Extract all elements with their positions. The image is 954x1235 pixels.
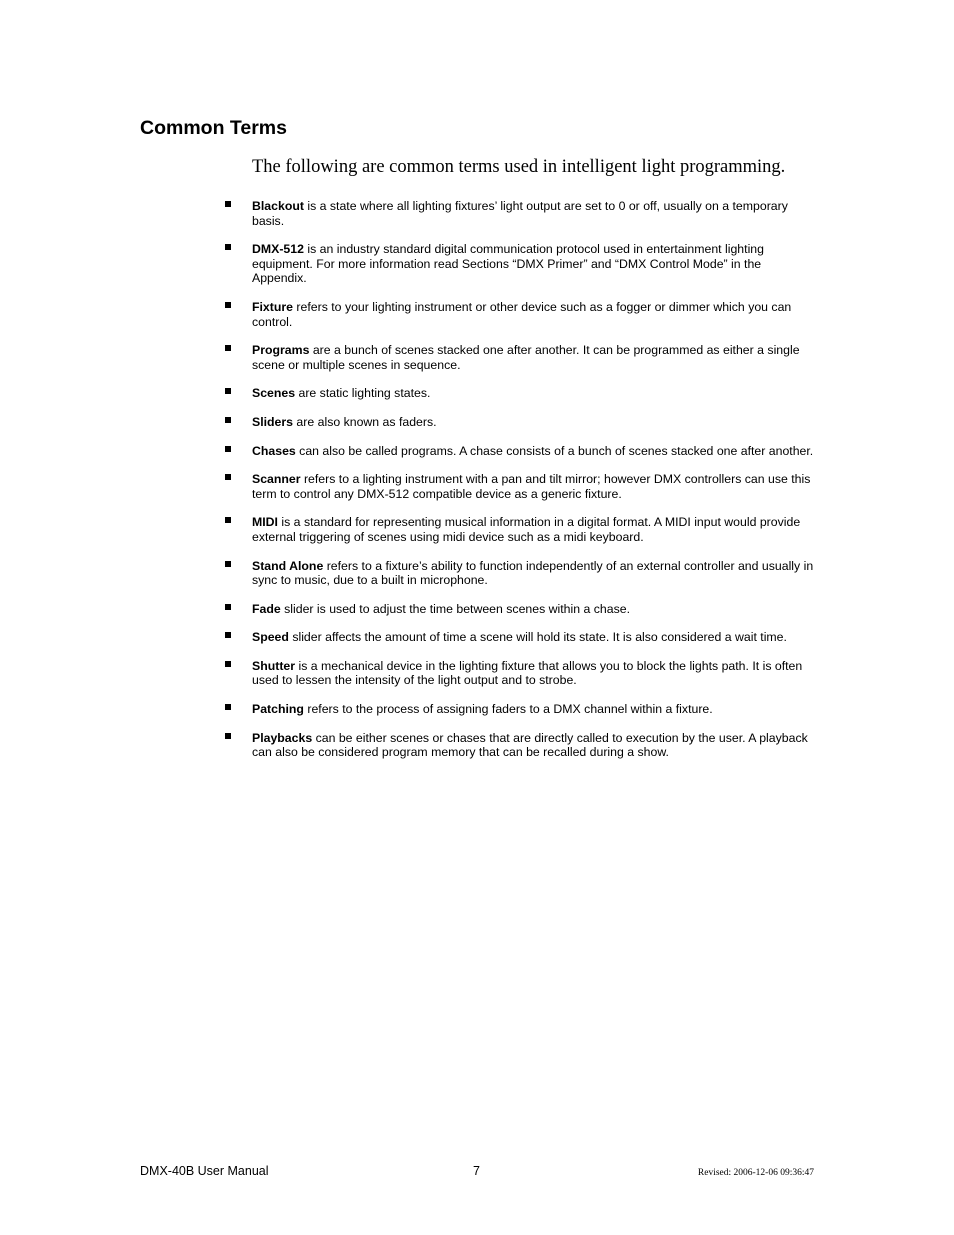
term-item: [222, 242, 814, 286]
square-bullet-icon: [225, 201, 231, 207]
term-name: MIDI: [252, 515, 278, 530]
term-definition: refers to your lighting instrument or other device such as a fogger or dimmer which you can control.: [252, 299, 792, 329]
footer-manual-title: DMX-40B User Manual: [140, 1164, 269, 1178]
square-bullet-icon: [225, 446, 231, 452]
term-name: Stand Alone: [252, 558, 324, 573]
term-definition: slider is used to adjust the time between scenes within a chase.: [280, 601, 630, 616]
term-item: [222, 559, 814, 588]
term-definition: can be either scenes or chases that are directly called to execution by the user. A playback can also be considered program memory that can be recalled during a show.: [252, 730, 808, 760]
section-intro: The following are common terms used in intelligent light programming.: [252, 157, 786, 177]
square-bullet-icon: [225, 388, 231, 394]
square-bullet-icon: [225, 417, 231, 423]
term-definition: is an industry standard digital communication protocol used in entertainment lighting equipment. For more information read Sections “DMX Primer” and “DMX Control Mode” in the Appendix.: [252, 242, 764, 286]
term-definition: are static lighting states.: [295, 386, 431, 401]
square-bullet-icon: [225, 632, 231, 638]
term-definition: refers to the process of assigning faders to a DMX channel within a fixture.: [303, 702, 713, 717]
term-name: Fixture: [252, 299, 293, 314]
term-name: Programs: [252, 343, 310, 358]
term-item: [222, 199, 814, 228]
square-bullet-icon: [225, 733, 231, 739]
footer-page-number: 7: [473, 1164, 480, 1178]
term-item: [222, 386, 814, 401]
term-item: [222, 702, 814, 717]
section-title: Common Terms: [140, 117, 287, 139]
term-definition: refers to a fixture’s ability to function independently of an external controller and usually in sync to music, due to a built in microphone.: [252, 558, 814, 588]
term-definition: is a state where all lighting fixtures’ light output are set to 0 or off, usually on a temporary basis.: [252, 199, 788, 228]
term-item: [222, 602, 814, 617]
terms-list: [222, 199, 814, 774]
square-bullet-icon: [225, 704, 231, 710]
square-bullet-icon: [225, 474, 231, 480]
term-name: Scenes: [252, 386, 296, 401]
term-definition: are a bunch of scenes stacked one after another. It can be programmed as either a single scene or multiple scenes in sequence.: [252, 343, 800, 372]
term-name: Fade: [252, 601, 281, 616]
term-name: Speed: [252, 630, 289, 645]
term-name: Chases: [252, 443, 296, 458]
term-definition: are also known as faders.: [293, 414, 437, 429]
square-bullet-icon: [225, 661, 231, 667]
term-name: DMX-512: [252, 242, 304, 257]
square-bullet-icon: [225, 517, 231, 523]
term-item: [222, 415, 814, 430]
term-name: Blackout: [252, 199, 304, 213]
term-name: Scanner: [252, 472, 301, 487]
term-item: [222, 515, 814, 544]
term-item: [222, 731, 814, 760]
term-item: [222, 472, 814, 501]
square-bullet-icon: [225, 244, 231, 250]
term-definition: is a standard for representing musical information in a digital format. A MIDI input would provide external triggering of scenes using midi device such as a midi keyboard.: [252, 515, 801, 544]
term-name: Sliders: [252, 414, 294, 429]
term-item: [222, 444, 814, 459]
square-bullet-icon: [225, 302, 231, 308]
term-item: [222, 343, 814, 372]
term-definition: refers to a lighting instrument with a pan and tilt mirror; however DMX controllers can use this term to control any DMX-512 compatible device as a generic fixture.: [252, 472, 811, 501]
footer-revised-date: Revised: 2006-12-06 09:36:47: [697, 1168, 814, 1178]
term-name: Patching: [252, 702, 304, 717]
term-item: [222, 659, 814, 688]
term-definition: slider affects the amount of time a scene will hold its state. It is also considered a wait time.: [288, 630, 787, 645]
term-item: [222, 300, 814, 329]
term-name: Shutter: [252, 658, 296, 673]
square-bullet-icon: [225, 345, 231, 351]
term-name: Playbacks: [252, 730, 313, 745]
square-bullet-icon: [225, 604, 231, 610]
term-item: [222, 630, 814, 645]
term-definition: can also be called programs. A chase consists of a bunch of scenes stacked one after another.: [295, 443, 814, 458]
term-definition: is a mechanical device in the lighting fixture that allows you to block the lights path. It is often used to lessen the intensity of the light output and to strobe.: [252, 658, 803, 688]
square-bullet-icon: [225, 561, 231, 567]
